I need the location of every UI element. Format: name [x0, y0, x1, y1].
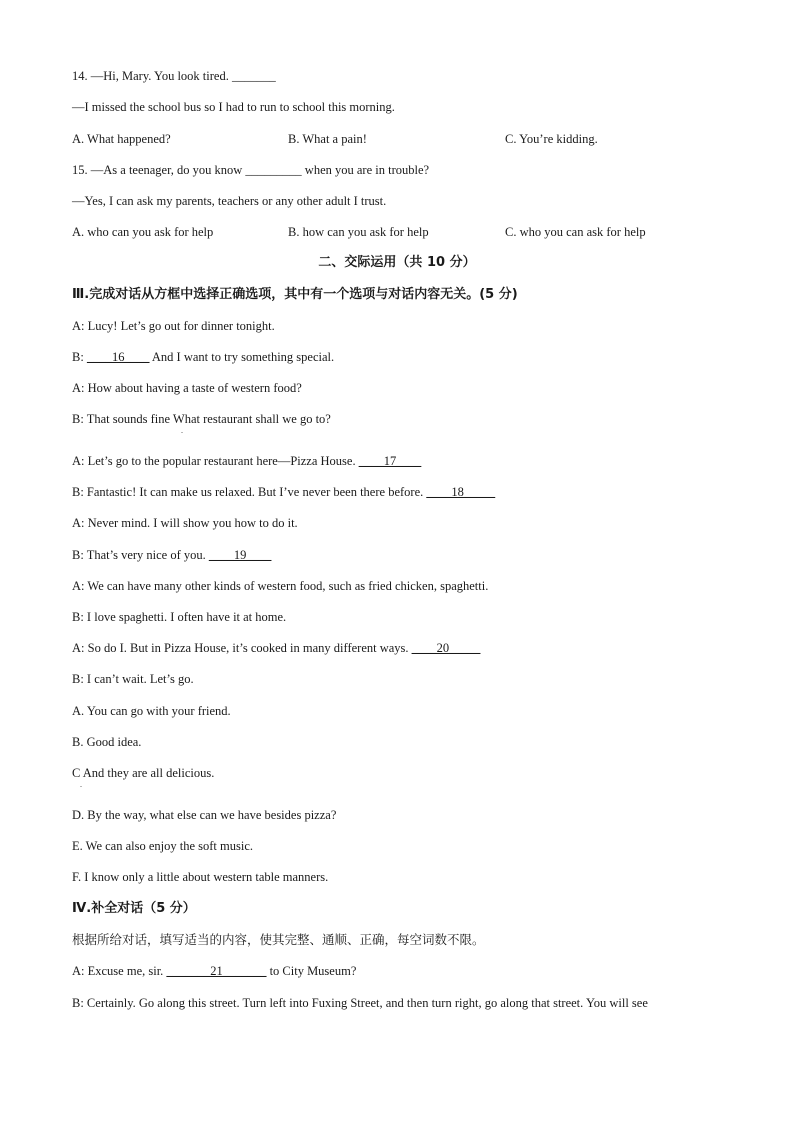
dialogue-line-5: [72, 453, 421, 469]
q15-reply: —Yes, I can ask my parents, teachers or any other adult I trust.: [72, 194, 387, 208]
part4-line-b: B: Certainly. Go along this street. Turn left into Fuxing Street, and then turn right, go along that street. You will see: [72, 996, 648, 1010]
dialogue-line-1: A: Lucy! Let’s go out for dinner tonight.: [72, 319, 275, 333]
part3-title: Ⅲ.完成对话从方框中选择正确选项，其中有一个选项与对话内容无关。(5 分): [72, 287, 518, 302]
blank-18: ____18_____: [426, 485, 496, 499]
choice-c: C And they are all delicious.: [72, 766, 215, 780]
section-title: 二、交际运用（共 10 分）: [318, 255, 476, 270]
choice-f: F. I know only a little about western table manners.: [72, 870, 329, 884]
part4-instruction: 根据所给对话，填写适当的内容，使其完整、通顺、正确，每空词数不限。: [72, 932, 485, 947]
q15-option-c: C. who you can ask for help: [505, 225, 646, 239]
choice-a: A. You can go with your friend.: [72, 704, 231, 718]
blank-21: _______21_______: [166, 964, 267, 978]
dialogue-line-9: A: We can have many other kinds of western food, such as fried chicken, spaghetti.: [72, 579, 489, 593]
part4-line-a: [72, 963, 356, 979]
q14-reply: —I missed the school bus so I had to run to school this morning.: [72, 100, 395, 114]
dialogue-line-5-text: A: Let’s go to the popular restaurant here—Pizza House.: [72, 454, 359, 468]
dialogue-line-3: A: How about having a taste of western food?: [72, 381, 302, 395]
q15-option-a: A. who can you ask for help: [72, 225, 214, 239]
dialogue-line-11-text: A: So do I. But in Pizza House, it’s cooked in many different ways.: [72, 641, 412, 655]
q14-option-a: A. What happened?: [72, 132, 171, 146]
part4-line-a-prefix: A: Excuse me, sir.: [72, 964, 167, 978]
q14-prompt: 14. —Hi, Mary. You look tired. _______: [72, 69, 276, 83]
dialogue-line-2-tail: And I want to try something special.: [149, 350, 335, 364]
q14-option-c: C. You’re kidding.: [505, 132, 598, 146]
dialogue-line-12: B: I can’t wait. Let’s go.: [72, 672, 194, 686]
dialogue-line-8: [72, 547, 271, 563]
dialogue-line-8-text: B: That’s very nice of you.: [72, 548, 209, 562]
dialogue-line-7: A: Never mind. I will show you how to do it.: [72, 516, 298, 530]
stray-dot-mark-2: .: [80, 780, 82, 789]
choice-b: B. Good idea.: [72, 735, 142, 749]
q14-option-b: B. What a pain!: [288, 132, 367, 146]
dialogue-line-6: [72, 484, 495, 500]
dialogue-line-10: B: I love spaghetti. I often have it at home.: [72, 610, 287, 624]
blank-20: ____20_____: [411, 641, 481, 655]
dialogue-line-2-speaker: B:: [72, 350, 87, 364]
part4-line-a-suffix: to City Museum?: [266, 964, 357, 978]
blank-17: ____17____: [358, 454, 422, 468]
blank-19: ____19____: [208, 548, 272, 562]
part4-title: Ⅳ.补全对话（5 分）: [72, 901, 196, 916]
blank-16: ____16____: [86, 350, 150, 364]
dialogue-line-6-text: B: Fantastic! It can make us relaxed. But I’ve never been there before.: [72, 485, 427, 499]
dialogue-line-4: B: That sounds fine What restaurant shall we go to?: [72, 412, 331, 426]
choice-e: E. We can also enjoy the soft music.: [72, 839, 254, 853]
q15-prompt: 15. —As a teenager, do you know _________ when you are in trouble?: [72, 163, 430, 177]
q15-option-b: B. how can you ask for help: [288, 225, 429, 239]
dialogue-line-2: [72, 349, 334, 365]
stray-dot-mark: .: [181, 426, 183, 435]
choice-d: D. By the way, what else can we have besides pizza?: [72, 808, 337, 822]
dialogue-line-11: [72, 640, 480, 656]
